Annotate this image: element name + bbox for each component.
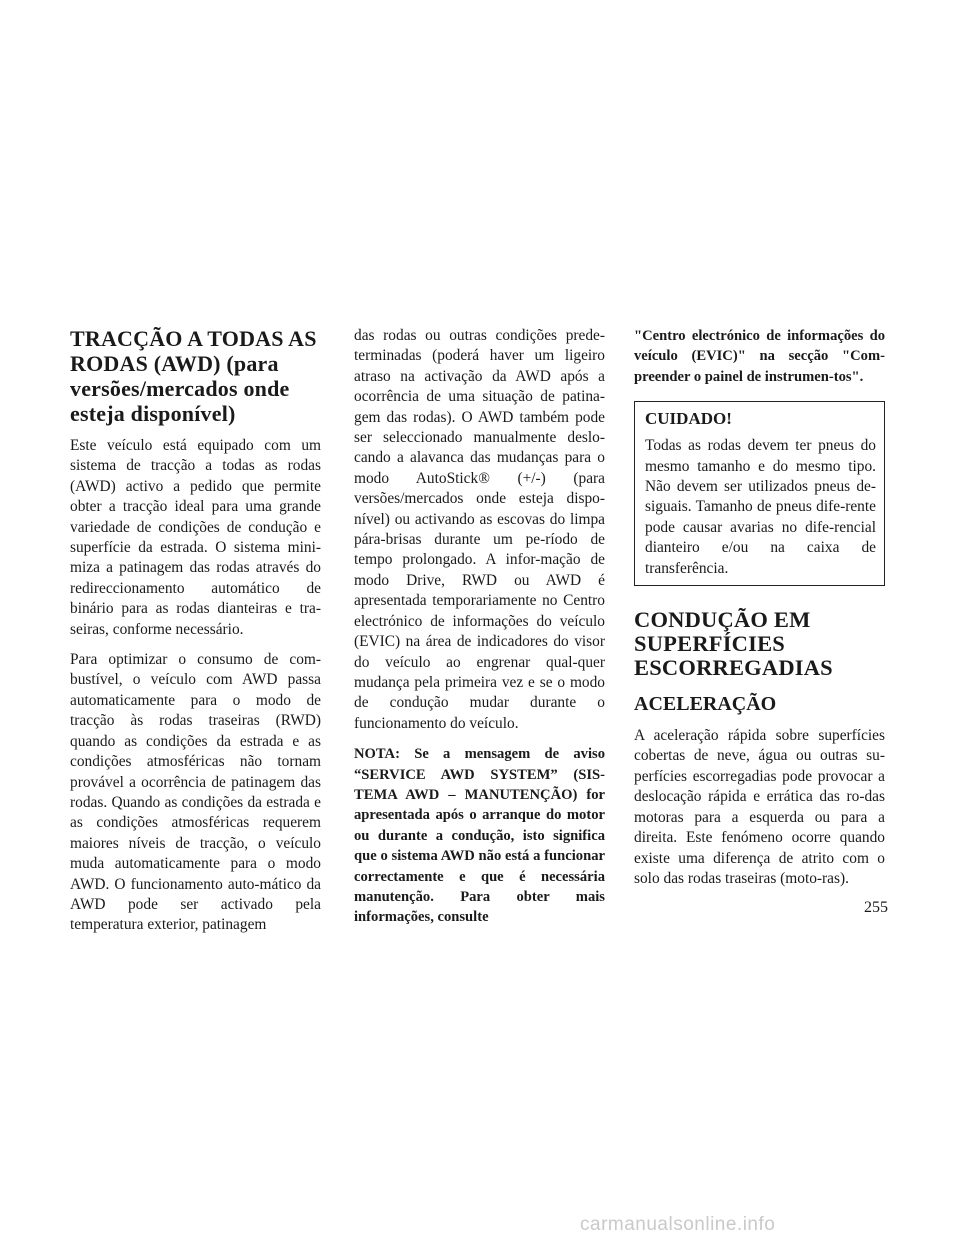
note-continued: "Centro electrónico de informações do veículo (EVIC)" na secção "Com-preender o painel de instrumen-tos". — [634, 328, 885, 385]
column-1 — [70, 326, 321, 946]
paragraph: Este veículo está equipado com um sistema de tracção a todas as rodas (AWD) activo a pedido que permite obter a tracção ideal para uma grande variedade de condições de condução e superfície da estrada. O sistema mini-miza a patinagem das rodas através do redireccionamento automático de binário para as rodas dianteiras e tra-seiras, conforme necessário. — [70, 437, 321, 638]
note-paragraph: NOTA: Se a mensagem de aviso “SERVICE AWD SYSTEM” (SIS-TEMA AWD – MANUTENÇÃO) for apresentada após o arranque do motor ou durante a condução, isto significa que o sistema AWD não está a funcionar correctamente e que é necessária manutenção. Para obter mais informações, consulte — [354, 746, 605, 926]
column-3 — [634, 326, 885, 899]
subheading-acceleration: ACELERAÇÃO — [634, 693, 777, 716]
paragraph: Para optimizar o consumo de com-bustível, o veículo com AWD passa automaticamente para o modo de tracção às rodas traseiras (RWD) quando as condições da estrada e as condições atmosféricas não tornam provável a ocorrência de patinagem das rodas. Quando as condições da estrada e as condições atmosféricas requerem maiores níveis de tracção, o veículo muda automaticamente para o modo AWD. O funcionamento auto-mático da AWD pode ser activado pela temperatura exterior, patinagem — [70, 651, 321, 934]
section-heading-awd: TRACÇÃO A TODAS AS RODAS (AWD) (para versões/mercados onde esteja disponível) — [70, 326, 317, 426]
page-number: 255 — [864, 899, 888, 916]
watermark: carmanualsonline.info — [580, 1214, 776, 1235]
column-2 — [354, 326, 605, 938]
caution-text: Todas as rodas devem ter pneus do mesmo tamanho e do mesmo tipo. Não devem ser utilizados pneus de-siguais. Tamanho de pneus dife-rente pode causar avarias no dife-rencial dianteiro e/ou na caixa de transferência. — [645, 437, 876, 577]
caution-box — [634, 401, 885, 586]
paragraph: A aceleração rápida sobre superfícies cobertas de neve, água ou outras su-perfícies escorregadias pode provocar a deslocação rápida e errática das ro-das motoras para a esquerda ou para a direita. Este fenómeno ocorre quando existe uma diferença de atrito com o solo das rodas traseiras (moto-ras). — [634, 727, 885, 887]
section-heading-slippery: CONDUÇÃO EM SUPERFÍCIES ESCORREGADIAS — [634, 607, 833, 681]
paragraph: das rodas ou outras condições prede-terminadas (poderá haver um ligeiro atraso na activação da AWD após a ocorrência de uma situação de patina-gem das rodas). O AWD também pode ser seleccionado manualmente deslo-cando a alavanca das mudanças para o modo AutoStick® (+/-) (para versões/mercados onde esteja dispo-nível) ou activando as escovas do limpa pára-brisas durante um pe-ríodo de tempo prolongado. A infor-mação de modo Drive, RWD ou AWD é apresentada temporariamente no Centro electrónico de informações do veículo (EVIC) na área de indicadores do visor do veículo ao engrenar qual-quer mudança pela primeira vez e se o modo de condução mudar durante o funcionamento do veículo. — [354, 327, 605, 732]
caution-title: CUIDADO! — [645, 409, 732, 429]
